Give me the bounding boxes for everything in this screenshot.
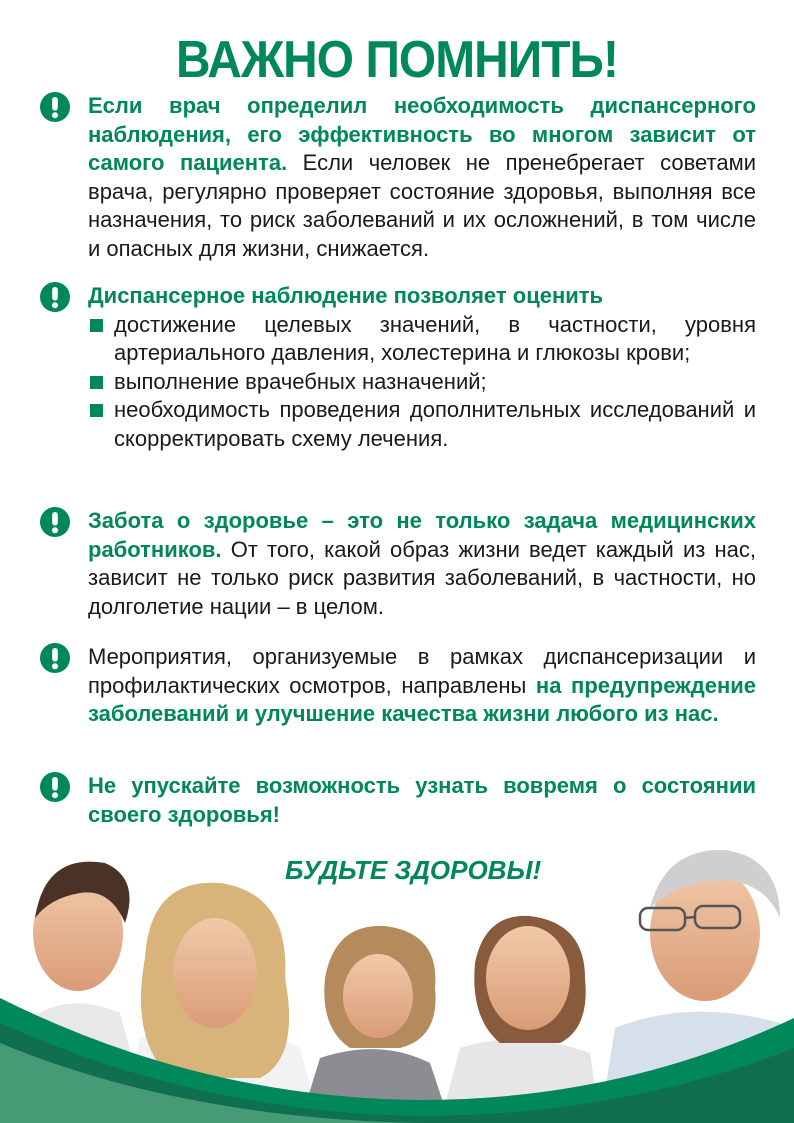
page-title: ВАЖНО ПОМНИТЬ! <box>175 31 619 89</box>
notice-5-lead: Не упускайте возможность узнать вовремя о состоянии своего здоровья! <box>88 773 756 827</box>
bullet-item-3: необходимость проведения дополнительных исследований и скорректировать схему лечения. <box>88 396 756 453</box>
exclamation-circle-icon <box>40 92 70 122</box>
notice-3-lead: Забота о здоровье – это не только задача медицинских работников. <box>88 508 756 562</box>
square-bullet-icon <box>90 404 103 417</box>
notice-4-text: Мероприятия, организуемые в рамках диспансеризации и профилактических осмотров, направлены <box>88 644 756 698</box>
bullet-item-2: выполнение врачебных назначений; <box>88 368 756 397</box>
exclamation-circle-icon <box>40 507 70 537</box>
exclamation-circle-icon <box>40 772 70 802</box>
exclamation-circle-icon <box>40 643 70 673</box>
notice-3-text: От того, какой образ жизни ведет каждый из нас, зависит не только риск развития заболеваний, в частности, но долголетие нации – в целом. <box>88 536 756 619</box>
notice-1-lead: Если врач определил необходимость диспансерного наблюдения, его эффективность во многом зависит от самого пациента. <box>88 93 756 176</box>
exclamation-circle-icon <box>40 282 70 312</box>
square-bullet-icon <box>90 319 103 332</box>
notice-4-emphasis: на предупреждение заболеваний и улучшение качества жизни любого из нас. <box>88 672 756 727</box>
notice-2-lead: Диспансерное наблюдение позволяет оценить <box>88 283 604 308</box>
bullet-item-1: достижение целевых значений, в частности, уровня артериального давления, холестерина и глюкозы крови; <box>88 311 756 368</box>
square-bullet-icon <box>90 376 103 389</box>
slogan: БУДЬТЕ ЗДОРОВЫ! <box>285 855 542 885</box>
notice-1-text: Если человек не пренебрегает советами врача, регулярно проверяет состояние здоровья, выполняя все назначения, то риск заболеваний и их осложнений, в том числе и опасных для жизни, снижается. <box>88 150 756 261</box>
